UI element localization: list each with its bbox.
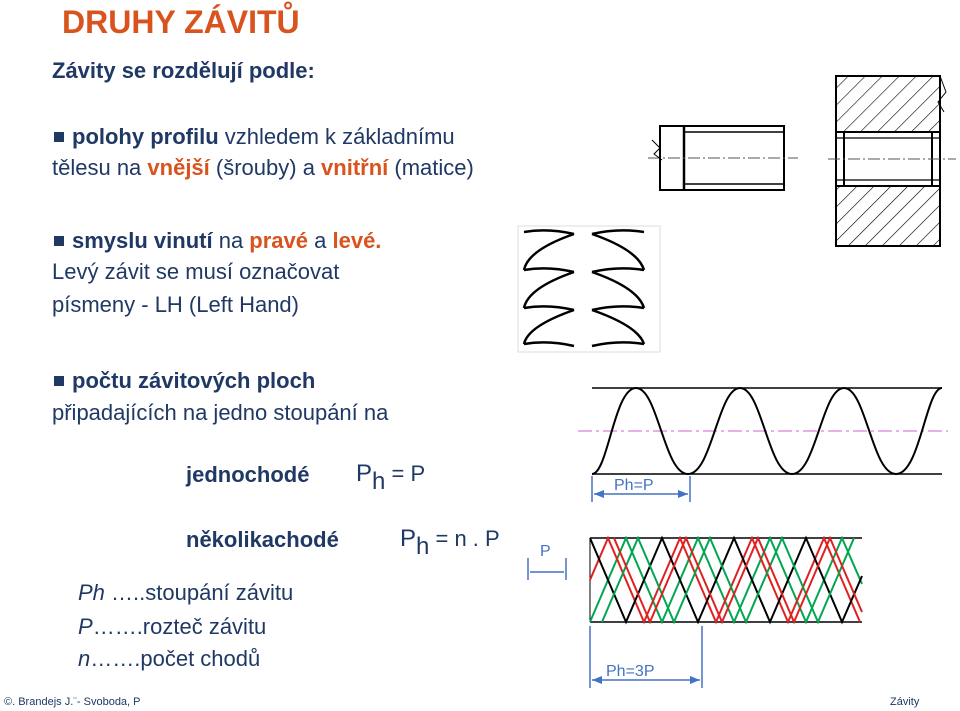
- single-start-formula: [356, 460, 426, 495]
- formula-sub: h: [372, 468, 386, 495]
- bullet-icon: [54, 132, 64, 142]
- text: vzhledem k základnímu: [218, 124, 455, 149]
- footer-topic: Závity: [890, 696, 920, 708]
- legend-symbol: n: [78, 646, 91, 671]
- legend-symbol: P: [78, 614, 93, 639]
- winding-line3: písmeny - LH (Left Hand): [52, 292, 299, 317]
- multi-start-label: několikachodé: [186, 527, 339, 552]
- footer-author: ©. Brandejs J.¨- Svoboda, P: [4, 696, 141, 708]
- multi-pitch-label: P: [540, 543, 551, 560]
- text: (šrouby) a: [209, 155, 322, 180]
- text: a: [308, 228, 333, 253]
- term-right: pravé: [249, 228, 309, 253]
- bullet-icon: [54, 236, 64, 246]
- position-line2: [52, 155, 474, 181]
- text: (matice): [388, 155, 474, 180]
- term-position: polohy profilu: [72, 124, 219, 149]
- bullet-position: [52, 124, 455, 150]
- single-start-label: jednochodé: [186, 462, 310, 487]
- bullet-winding: [52, 228, 381, 254]
- legend-lead: [78, 580, 293, 606]
- formula-p: P: [356, 460, 373, 487]
- winding-line2: Levý závit se musí označovat: [52, 259, 340, 284]
- multi-start-diagram: [528, 530, 864, 690]
- internal-thread-diagram: [818, 72, 960, 250]
- term-winding: smyslu vinutí: [72, 228, 213, 253]
- term-inner: vnitřní: [321, 155, 389, 180]
- text: na: [212, 228, 250, 253]
- text: tělesu na: [52, 155, 148, 180]
- page-subtitle: Závity se rozdělují podle:: [52, 58, 315, 83]
- legend-text: …..stoupání závitu: [104, 580, 294, 605]
- term-starts: počtu závitových ploch: [72, 368, 316, 393]
- legend-symbol: Ph: [78, 580, 105, 605]
- bullet-starts: [52, 368, 315, 394]
- bullet-icon: [54, 376, 64, 386]
- formula-rhs: = P: [385, 461, 426, 486]
- multi-lead-label: Ph=3P: [606, 663, 655, 680]
- page-title: DRUHY ZÁVITŮ: [62, 4, 300, 40]
- legend-text: …….počet chodů: [90, 646, 261, 671]
- starts-line2: připadajících na jedno stoupání na: [52, 400, 389, 425]
- legend-starts: [78, 646, 260, 672]
- single-lead-label: Ph=P: [614, 477, 654, 494]
- legend-pitch: [78, 614, 266, 640]
- external-thread-diagram: [648, 120, 808, 200]
- thread-hand-diagram: [518, 226, 660, 352]
- formula-rhs: = n . P: [429, 526, 500, 551]
- multi-start-formula: [400, 525, 500, 560]
- formula-sub: h: [416, 533, 430, 560]
- legend-text: …….rozteč závitu: [92, 614, 267, 639]
- term-left: levé.: [332, 228, 382, 253]
- term-outer: vnější: [147, 155, 210, 180]
- single-start-diagram: [578, 378, 950, 504]
- formula-p: P: [400, 525, 417, 552]
